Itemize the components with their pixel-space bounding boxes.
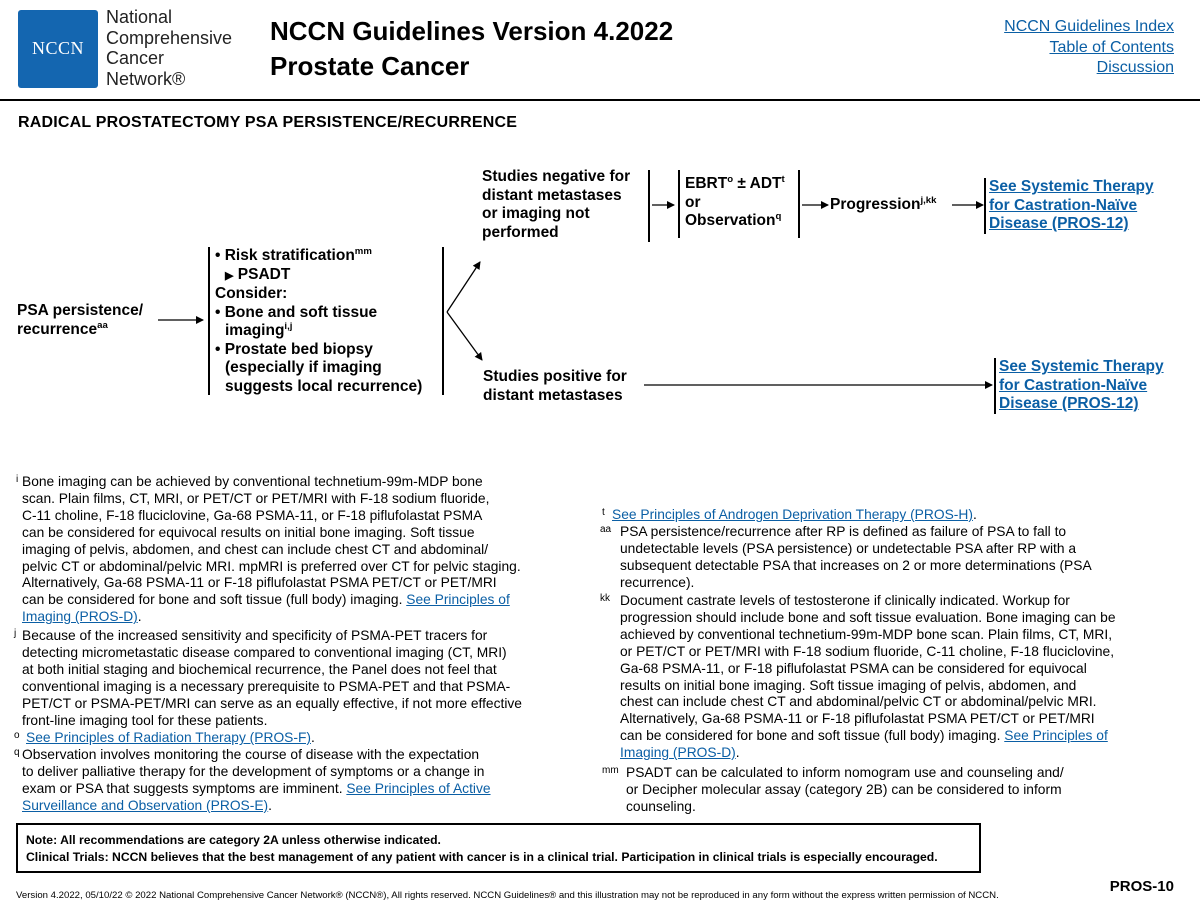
footnote-line: front-line imaging tool for these patients. bbox=[22, 712, 268, 728]
footnote-line: PSA persistence/recurrence after RP is defined as failure of PSA to fall to bbox=[620, 524, 1067, 539]
principles-imaging-link[interactable]: Imaging (PROS-D) bbox=[620, 745, 736, 761]
footnote-line: detecting micrometastatic disease compared to conventional imaging (CT, MRI) bbox=[22, 644, 507, 660]
footnote-line: counseling. bbox=[626, 798, 696, 814]
footnote-line: PSADT can be calculated to inform nomogram use and counseling and/ bbox=[626, 765, 1064, 780]
footnote-line: results on initial bone imaging. Soft tissue imaging of pelvis, abdomen, and bbox=[620, 677, 1077, 693]
footnote-line: Bone imaging can be achieved by conventional technetium-99m-MDP bone bbox=[22, 474, 483, 489]
neg-line: distant metastases bbox=[482, 186, 622, 204]
footnote-line: Because of the increased sensitivity and specificity of PSMA-PET tracers for bbox=[22, 628, 488, 643]
biopsy-line1: • Prostate bed biopsy bbox=[215, 340, 373, 358]
principles-imaging-link[interactable]: See Principles of bbox=[1004, 728, 1108, 744]
title-disease: Prostate Cancer bbox=[270, 51, 470, 81]
see1-line[interactable]: Disease (PROS-12) bbox=[989, 215, 1129, 232]
progression-sup: j,kk bbox=[920, 194, 937, 206]
table-of-contents-link[interactable]: Table of Contents bbox=[1049, 38, 1174, 56]
principles-adt-link[interactable]: See Principles of Androgen Deprivation Therapy (PROS-H) bbox=[612, 507, 973, 522]
bone-sup: i,j bbox=[284, 320, 293, 332]
consider-label: Consider: bbox=[215, 285, 288, 302]
footnote-end: . bbox=[735, 745, 740, 761]
footnote-aa bbox=[600, 524, 1092, 592]
caret-right-icon: ▶ bbox=[225, 269, 234, 282]
footnote-line: or Decipher molecular assay (category 2B) can be considered to inform bbox=[626, 781, 1062, 797]
guidelines-index-link[interactable]: NCCN Guidelines Index bbox=[1004, 18, 1174, 35]
footnote-end: . bbox=[268, 797, 272, 813]
page-id: PROS-10 bbox=[1109, 878, 1174, 895]
note-line: Note: All recommendations are category 2A unless otherwise indicated. bbox=[26, 833, 441, 847]
footnote-marker: mm bbox=[602, 765, 619, 776]
footnote-kk bbox=[600, 593, 1116, 762]
start-line2: recurrence bbox=[17, 320, 98, 338]
principles-imaging-link[interactable]: See Principles of bbox=[406, 592, 510, 608]
observation-sup: q bbox=[775, 210, 782, 222]
section-title: RADICAL PROSTATECTOMY PSA PERSISTENCE/RECURRENCE bbox=[18, 114, 518, 131]
org-line: Cancer bbox=[106, 48, 165, 68]
footnote-line: conventional imaging is a necessary prerequisite to PSMA-PET and that PSMA- bbox=[22, 678, 511, 694]
bone-line1: • Bone and soft tissue bbox=[215, 303, 378, 321]
pos-line: distant metastases bbox=[483, 386, 623, 404]
principles-surveillance-link[interactable]: See Principles of Active bbox=[346, 780, 491, 796]
start-line1: PSA persistence/ bbox=[17, 302, 144, 319]
footnote-t bbox=[602, 507, 977, 524]
start-sup: aa bbox=[97, 319, 108, 331]
footnote-line: pelvic CT or abdominal/pelvic MRI. mpMRI is preferred over CT for pelvic staging. bbox=[22, 558, 521, 574]
neg-line: or imaging not bbox=[482, 205, 590, 222]
org-line: National bbox=[106, 7, 173, 27]
see1-line[interactable]: for Castration-Naïve bbox=[989, 196, 1138, 214]
footnote-line: can be considered for equivocal results on initial bone imaging. Soft tissue bbox=[22, 524, 475, 540]
footnote-line: achieved by conventional technetium-99m-MDP bone scan. Plain films, CT, MRI, bbox=[620, 626, 1113, 642]
see2-line[interactable]: See Systemic Therapy bbox=[999, 358, 1164, 375]
observation-text: Observation bbox=[685, 212, 776, 229]
copyright: Version 4.2022, 05/10/22 © 2022 National Comprehensive Cancer Network® (NCCN®), All rights reserved. NCCN Guidelines® and this illustration may not be reproduced in any form without the express written permission of NCCN. bbox=[16, 890, 999, 901]
neg-line: Studies negative for bbox=[482, 168, 631, 185]
ebrt-text: EBRT bbox=[685, 175, 728, 192]
see1-line[interactable]: See Systemic Therapy bbox=[989, 178, 1154, 195]
footnote-line: Alternatively, Ga-68 PSMA-11 or F-18 piflufolastat PSMA PET/CT or PET/MRI bbox=[620, 711, 1095, 727]
org-line: Network® bbox=[106, 68, 186, 89]
footnote-i bbox=[16, 474, 521, 626]
footnote-end: . bbox=[137, 609, 142, 625]
principles-surveillance-link[interactable]: Surveillance and Observation (PROS-E) bbox=[22, 797, 269, 813]
principles-radiation-link[interactable]: See Principles of Radiation Therapy (PROS-F) bbox=[26, 730, 311, 745]
footnote-line: Observation involves monitoring the course of disease with the expectation bbox=[22, 747, 480, 762]
title-version: NCCN Guidelines Version 4.2022 bbox=[270, 16, 674, 46]
footnote-marker: kk bbox=[600, 593, 610, 604]
pos-line: Studies positive for bbox=[483, 368, 627, 385]
footnote-text: exam or PSA that suggests symptoms are imminent. bbox=[22, 780, 347, 796]
footnote-marker: q bbox=[14, 747, 20, 758]
logo-text: NCCN bbox=[31, 38, 84, 58]
footnote-marker: o bbox=[14, 730, 20, 741]
adt-sup: t bbox=[781, 173, 785, 185]
footnote-marker: aa bbox=[600, 524, 612, 535]
footnote-line: Ga-68 PSMA-11, or F-18 piflufolastat PSMA can be considered for equivocal bbox=[620, 660, 1087, 676]
footnote-line: undetectable levels (PSA persistence) or undetectable PSA after RP with a bbox=[620, 540, 1077, 556]
neg-line: performed bbox=[482, 223, 559, 241]
footnote-line: progression should include bone and soft tissue evaluation. Bone imaging can be bbox=[620, 609, 1116, 625]
clinical-trials-line: Clinical Trials: NCCN believes that the best management of any patient with cancer is in a clinical trial. Participation in clinical trials is especially encouraged. bbox=[26, 849, 938, 864]
footnote-o bbox=[14, 730, 315, 747]
psadt: PSADT bbox=[237, 265, 291, 283]
footnote-line: Alternatively, Ga-68 PSMA-11 or F-18 piflufolastat PSMA PET/CT or PET/MRI bbox=[22, 575, 497, 591]
footnote-line: scan. Plain films, CT, MRI, or PET/CT or PET/MRI with F-18 sodium fluoride, bbox=[22, 490, 490, 506]
org-line: Comprehensive bbox=[106, 27, 233, 48]
footnote-q bbox=[14, 747, 491, 815]
footnote-line: PET/CT or PSMA-PET/MRI can serve as an equally effective, if not more effective bbox=[22, 695, 522, 711]
footnote-end: . bbox=[311, 730, 315, 745]
footnote-line: recurrence). bbox=[620, 574, 695, 590]
see2-line[interactable]: Disease (PROS-12) bbox=[999, 395, 1139, 412]
footnote-line: at both initial staging and biochemical recurrence, the Panel does not feel that bbox=[22, 661, 497, 677]
progression-text: Progression bbox=[830, 196, 921, 213]
ebrt-sup: o bbox=[727, 173, 734, 185]
footnote-marker: i bbox=[16, 474, 19, 485]
footnotes-right bbox=[600, 0, 1192, 820]
footnote-text: can be considered for bone and soft tissue (full body) imaging. bbox=[22, 592, 407, 608]
risk-sup: mm bbox=[354, 245, 372, 257]
footnote-end: . bbox=[972, 507, 977, 522]
bone-line2: imaging bbox=[225, 322, 285, 339]
footnote-line: C-11 choline, F-18 fluciclovine, Ga-68 PSMA-11, or F-18 piflufolastat PSMA bbox=[22, 507, 483, 523]
footnote-marker: j bbox=[14, 628, 17, 639]
footnote-mm bbox=[602, 765, 1064, 816]
footnote-line: Document castrate levels of testosterone if clinically indicated. Workup for bbox=[620, 593, 1070, 608]
note-box bbox=[16, 823, 981, 873]
footnote-line: chest can include chest CT and abdominal/pelvic CT or abdominal/pelvic MRI. bbox=[620, 694, 1097, 710]
footnote-text: can be considered for bone and soft tissue (full body) imaging. bbox=[620, 728, 1005, 744]
footnote-marker: t bbox=[602, 507, 605, 518]
footnote-line: or PET/CT or PET/MRI with F-18 sodium fluoride, C-11 choline, F-18 fluciclovine, bbox=[620, 643, 1115, 659]
footnote-j bbox=[14, 628, 522, 729]
footnote-line: subsequent detectable PSA that increases on 2 or more determinations (PSA bbox=[620, 557, 1092, 573]
or-text: or bbox=[685, 193, 701, 211]
footnote-line: to deliver palliative therapy for the development of symptoms or a change in bbox=[22, 763, 485, 779]
biopsy-line2: (especially if imaging bbox=[225, 359, 382, 376]
adt-text: ± ADT bbox=[733, 175, 782, 192]
risk-strat: • Risk stratification bbox=[215, 247, 355, 264]
footnote-line: imaging of pelvis, abdomen, and chest can include chest CT and abdominal/ bbox=[22, 541, 489, 557]
see2-line[interactable]: for Castration-Naïve bbox=[999, 376, 1148, 394]
footnotes-left bbox=[14, 0, 602, 820]
discussion-link[interactable]: Discussion bbox=[1096, 59, 1174, 76]
principles-imaging-link[interactable]: Imaging (PROS-D) bbox=[22, 609, 138, 625]
biopsy-line3: suggests local recurrence) bbox=[225, 377, 423, 395]
